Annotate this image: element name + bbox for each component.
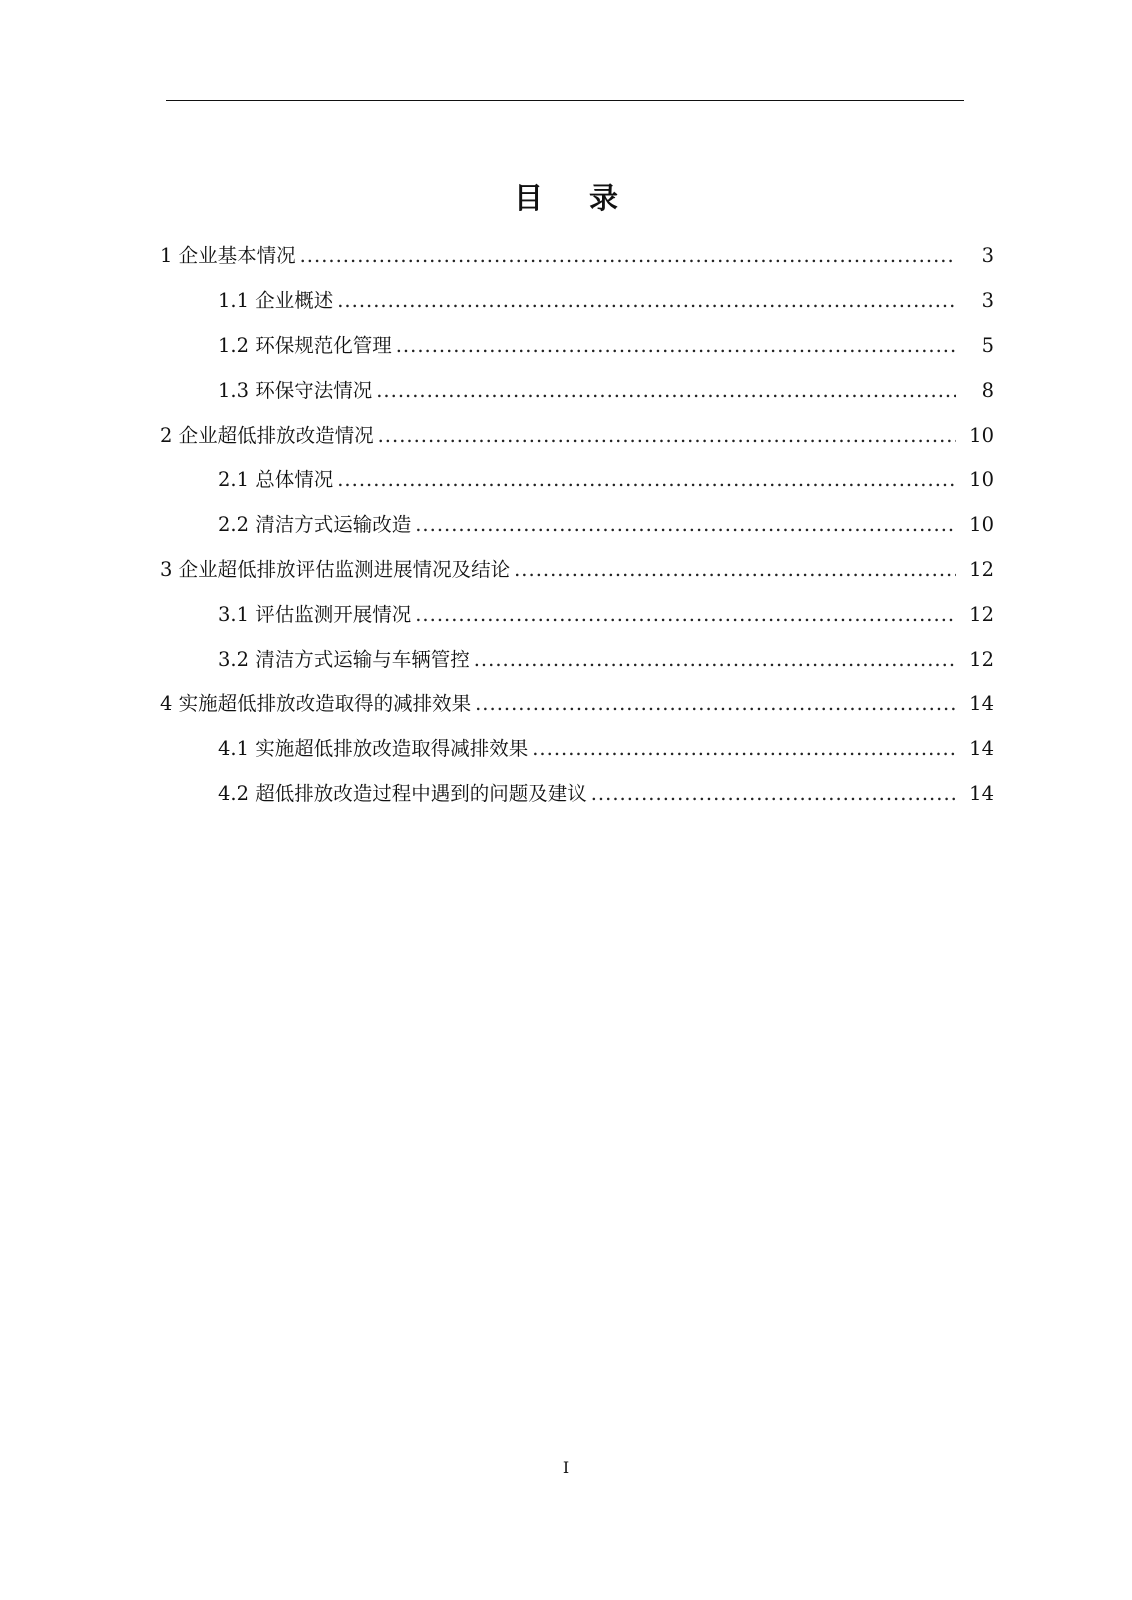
toc-entry-page: 12 <box>969 557 994 581</box>
toc-entry-label: 3 企业超低排放评估监测进展情况及结论 <box>160 557 511 581</box>
toc-entry-page: 10 <box>969 423 994 447</box>
toc-entry[interactable] <box>0 637 1132 682</box>
toc-entry-label: 4.2 超低排放改造过程中遇到的问题及建议 <box>218 781 587 805</box>
toc-entry-label: 2.1 总体情况 <box>218 468 334 492</box>
toc-dot-leader <box>474 644 956 676</box>
toc-dot-leader <box>376 375 956 407</box>
toc-entry-label: 2.2 清洁方式运输改造 <box>218 513 412 537</box>
toc-dot-leader <box>415 599 956 631</box>
toc-entry[interactable] <box>0 279 1132 324</box>
toc-entry[interactable] <box>0 234 1132 279</box>
toc-dot-leader <box>378 420 956 452</box>
toc-dot-leader <box>514 554 956 586</box>
toc-entry[interactable] <box>0 324 1132 369</box>
toc-entry-label: 4 实施超低排放改造取得的减排效果 <box>160 692 472 716</box>
toc-entry-page: 12 <box>969 647 994 671</box>
toc-entry-label: 3.2 清洁方式运输与车辆管控 <box>218 647 470 671</box>
toc-entry-page: 3 <box>981 289 994 313</box>
toc-entry-page: 5 <box>981 333 994 357</box>
toc-entry[interactable] <box>0 727 1132 772</box>
toc-entry[interactable] <box>0 682 1132 727</box>
toc-entry[interactable] <box>0 548 1132 593</box>
toc-dot-leader <box>337 464 956 496</box>
toc-dot-leader <box>475 688 956 720</box>
toc-entry-page: 10 <box>969 513 994 537</box>
footer-page-number: I <box>562 1458 570 1477</box>
toc-entry[interactable] <box>0 368 1132 413</box>
toc-entry[interactable] <box>0 592 1132 637</box>
toc-entry-page: 3 <box>981 244 994 268</box>
toc-dot-leader <box>532 733 956 765</box>
toc-entry[interactable] <box>0 413 1132 458</box>
toc-entry-label: 1.1 企业概述 <box>218 289 334 313</box>
toc-entry-page: 14 <box>969 737 994 761</box>
toc-entry-label: 3.1 评估监测开展情况 <box>218 602 412 626</box>
toc-entry-label: 1.2 环保规范化管理 <box>218 333 392 357</box>
toc-entry-label: 1 企业基本情况 <box>160 244 296 268</box>
toc-dot-leader <box>396 330 956 362</box>
toc-entry-page: 8 <box>981 378 994 402</box>
toc-title: 目 录 <box>513 181 637 215</box>
header-rule <box>166 100 964 101</box>
toc-entry-page: 10 <box>969 468 994 492</box>
toc-entry-page: 14 <box>969 692 994 716</box>
toc-entry[interactable] <box>0 503 1132 548</box>
toc-entry-page: 14 <box>969 781 994 805</box>
toc-dot-leader <box>300 240 956 272</box>
toc-entry-label: 1.3 环保守法情况 <box>218 378 373 402</box>
toc-entry[interactable] <box>0 772 1132 817</box>
toc-dot-leader <box>415 509 956 541</box>
table-of-contents <box>0 234 1132 816</box>
toc-entry-label: 2 企业超低排放改造情况 <box>160 423 374 447</box>
toc-entry-label: 4.1 实施超低排放改造取得减排效果 <box>218 737 529 761</box>
toc-entry[interactable] <box>0 458 1132 503</box>
toc-entry-page: 12 <box>969 602 994 626</box>
toc-dot-leader <box>591 778 956 810</box>
toc-dot-leader <box>337 285 956 317</box>
